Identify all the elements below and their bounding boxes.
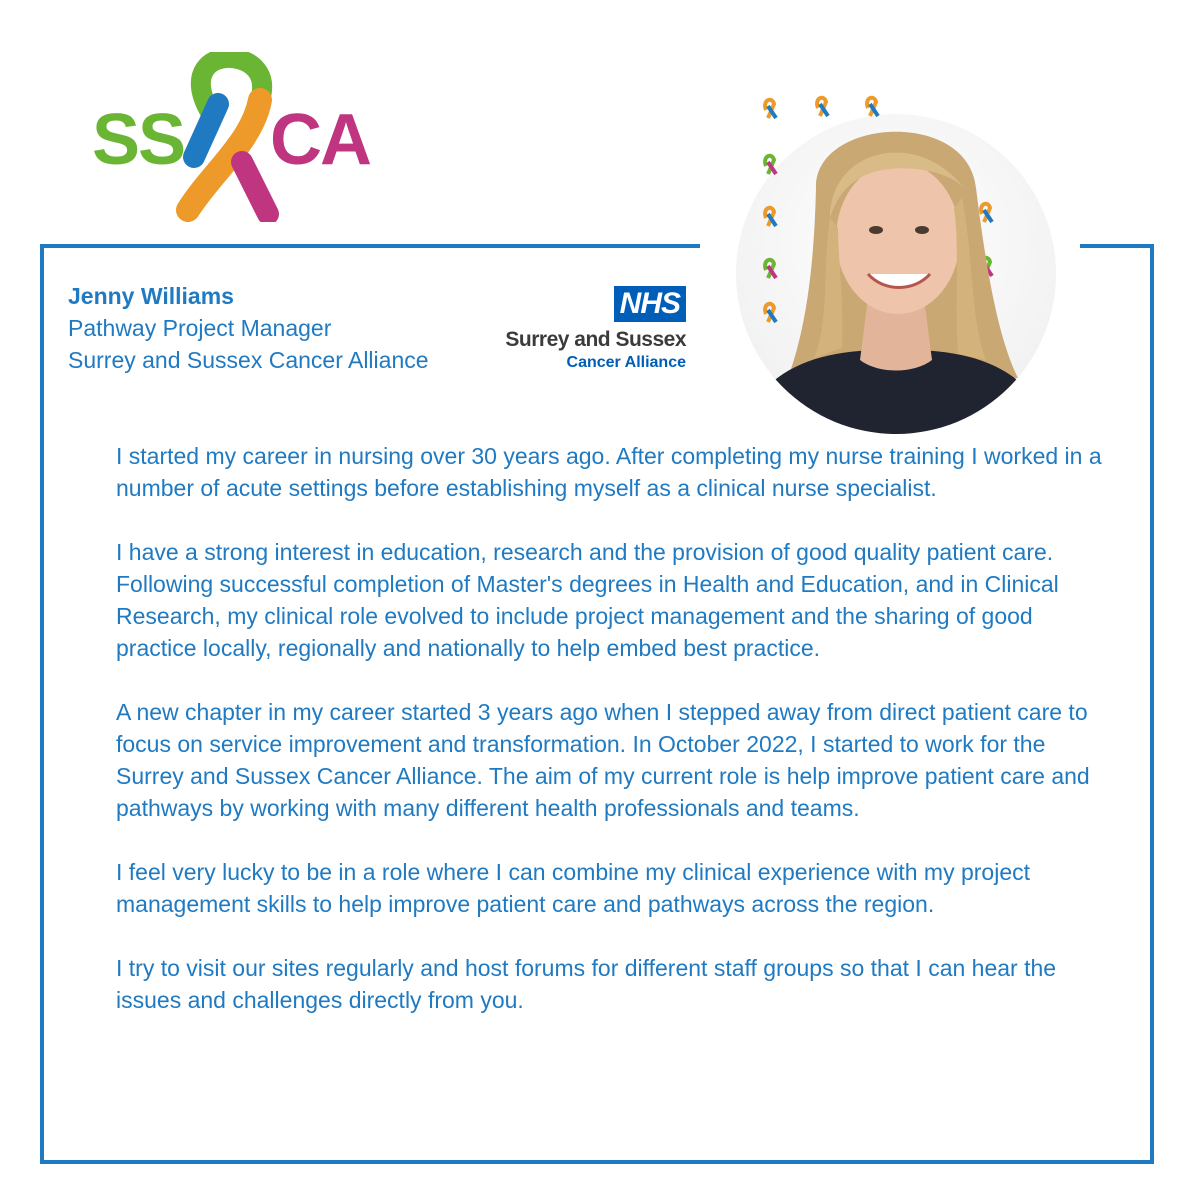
ssca-logo [92, 52, 370, 222]
bio-paragraph: A new chapter in my career started 3 years ago when I stepped away from direct patient care to focus on service improvement and transformation. In October 2022, I started to work for the Surrey and Sussex Cancer Alliance. The aim of my current role is help improve patient care and pathways by working with many different health professionals and teams. [116, 699, 1090, 821]
bio-paragraph: I feel very lucky to be in a role where I can combine my clinical experience with my project management skills to help improve patient care and pathways across the region. [116, 859, 1031, 917]
nhs-subtitle: Cancer Alliance [566, 354, 686, 371]
person-role: Pathway Project Manager [68, 315, 332, 341]
nhs-logo [488, 286, 688, 376]
person-organisation: Surrey and Sussex Cancer Alliance [68, 347, 429, 373]
biography [116, 440, 1116, 1048]
profile-header [68, 280, 429, 376]
nhs-badge: NHS [614, 286, 686, 322]
bio-paragraph: I have a strong interest in education, research and the provision of good quality patient care. Following successful completion of Master's degrees in Health and Education, and in Clinical Research, my clinical role evolved to include project management and the sharing of good practice locally, regionally and nationally to help embed best practice. [116, 539, 1059, 661]
logo-letters-ss: SS [92, 100, 185, 180]
bio-paragraph: I started my career in nursing over 30 years ago. After completing my nurse training I worked in a number of acute settings before establishing myself as a clinical nurse specialist. [116, 443, 1102, 501]
nhs-organisation: Surrey and Sussex [505, 328, 686, 351]
logo-letters-ca: CA [270, 100, 370, 180]
bio-paragraph: I try to visit our sites regularly and host forums for different staff groups so that I can hear the issues and challenges directly from you. [116, 955, 1057, 1013]
portrait-photo [718, 78, 1068, 438]
portrait-image [718, 78, 1068, 438]
person-name: Jenny Williams [68, 283, 234, 309]
